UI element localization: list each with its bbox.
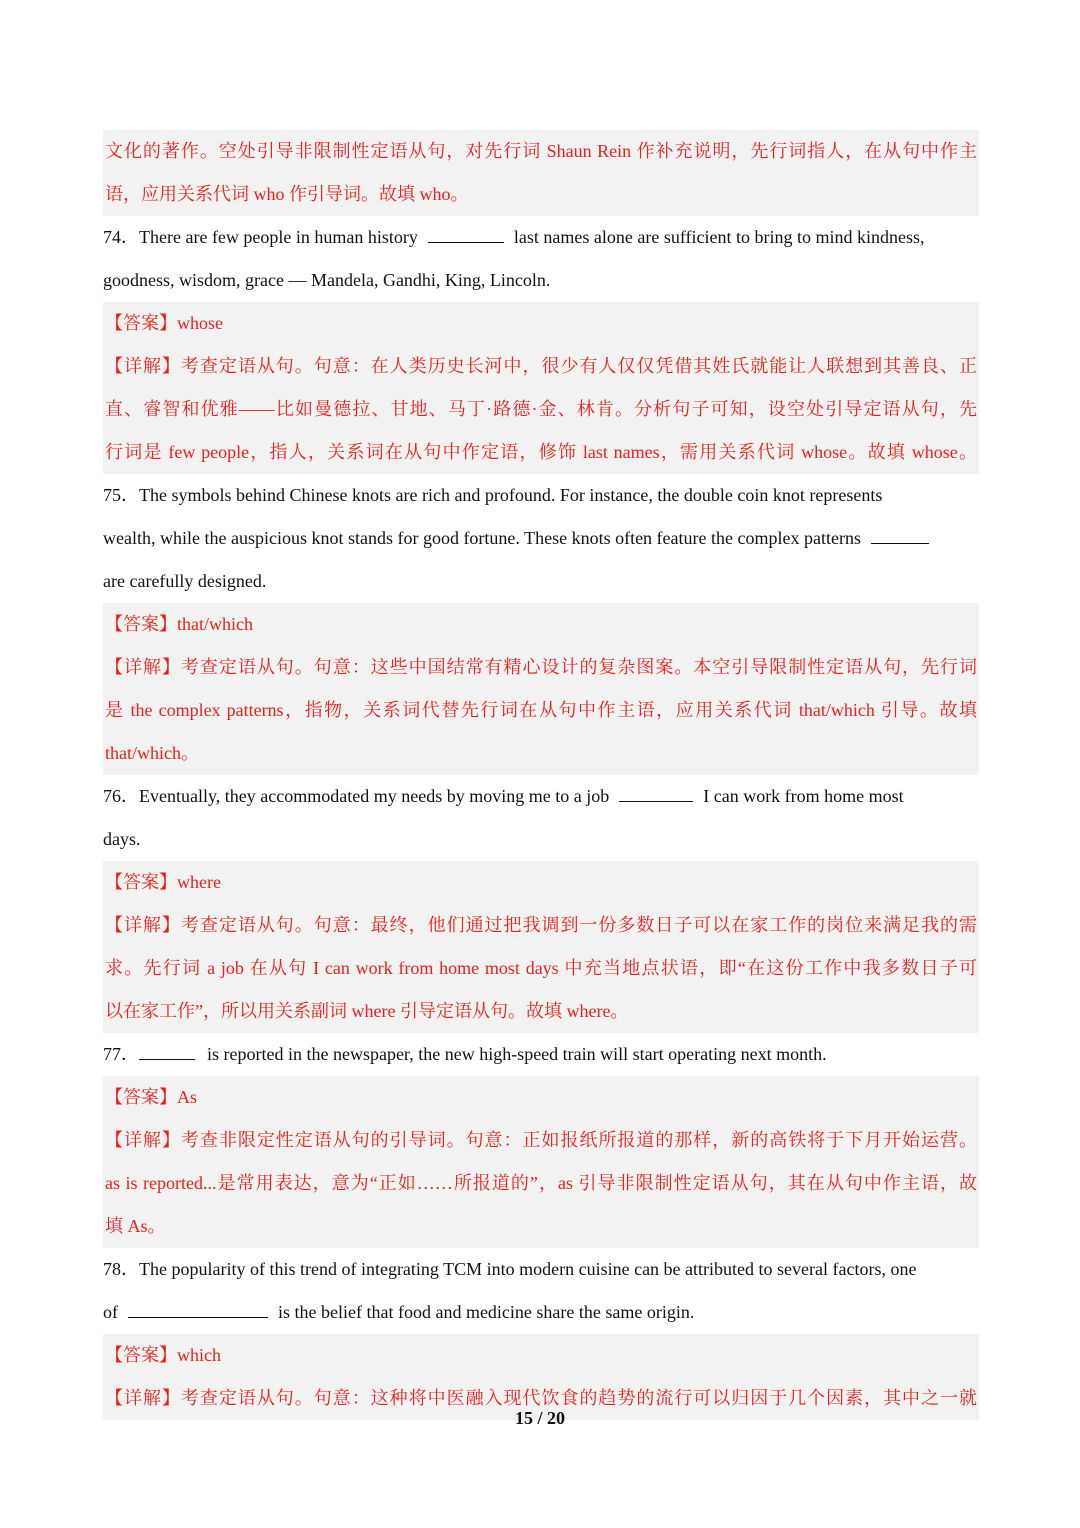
answer-blank bbox=[128, 1303, 268, 1318]
text-line bbox=[103, 1033, 979, 1076]
answer-blank bbox=[871, 529, 929, 544]
question-75 bbox=[103, 474, 979, 603]
question-text: I can work from home most bbox=[703, 786, 904, 806]
answer-77 bbox=[103, 1076, 979, 1248]
question-78 bbox=[103, 1248, 979, 1334]
explanation-line: 【详解】考查定语从句。句意：这种将中医融入现代饮食的趋势的流行可以归因于几个因素，其中之一就 bbox=[105, 1388, 977, 1408]
answer-blank bbox=[139, 1045, 195, 1060]
text-line: 78．The popularity of this trend of integrating TCM into modern cuisine can be attributed to several factors, one bbox=[103, 1259, 917, 1279]
question-text: is reported in the newspaper, the new high-speed train will start operating next month. bbox=[207, 1044, 827, 1064]
explanation-line: 【详解】考查定语从句。句意：在人类历史长河中，很少有人仅仅凭借其姓氏就能让人联想到其善良、正 bbox=[105, 356, 977, 376]
explanation-line: as is reported...是常用表达，意为“正如……所报道的”，as 引导非限制性定语从句，其在从句中作主语，故 bbox=[105, 1173, 977, 1193]
text-line: 语，应用关系代词 who 作引导词。故填 who。 bbox=[105, 184, 469, 204]
question-77 bbox=[103, 1033, 979, 1076]
answer-blank bbox=[619, 787, 693, 802]
question-text: 77． bbox=[103, 1044, 139, 1064]
text-line bbox=[103, 517, 979, 560]
answer-line: 【答案】whose bbox=[105, 313, 223, 333]
text-line bbox=[103, 1291, 979, 1334]
explanation-line: 【详解】考查定语从句。句意：最终，他们通过把我调到一份多数日子可以在家工作的岗位来满足我的需 bbox=[105, 915, 977, 935]
explanation-line: 填 As。 bbox=[105, 1216, 166, 1236]
answer-75 bbox=[103, 603, 979, 775]
page-content bbox=[103, 130, 979, 1420]
explanation-line: 求。先行词 a job 在从句 I can work from home most days 中充当地点状语，即“在这份工作中我多数日子可 bbox=[105, 958, 977, 978]
explanation-line: 【详解】考查定语从句。句意：这些中国结常有精心设计的复杂图案。本空引导限制性定语从句，先行词 bbox=[105, 657, 977, 677]
question-text: is the belief that food and medicine share the same origin. bbox=[278, 1302, 695, 1322]
explanation-line: 以在家工作”，所以用关系副词 where 引导定语从句。故填 where。 bbox=[105, 1001, 629, 1021]
text-line: goodness, wisdom, grace — Mandela, Gandhi, King, Lincoln. bbox=[103, 270, 551, 290]
explanation-line: 是 the complex patterns，指物，关系词代替先行词在从句中作主语，应用关系代词 that/which 引导。故填 bbox=[105, 700, 977, 720]
text-line: 75．The symbols behind Chinese knots are rich and profound. For instance, the double coin knot represents bbox=[103, 485, 883, 505]
explanation-line: that/which。 bbox=[105, 743, 199, 763]
text-line: 文化的著作。空处引导非限制性定语从句，对先行词 Shaun Rein 作补充说明，先行词指人，在从句中作主 bbox=[105, 141, 977, 161]
answer-76 bbox=[103, 861, 979, 1033]
question-text: last names alone are sufficient to bring to mind kindness, bbox=[513, 227, 925, 247]
question-74 bbox=[103, 216, 979, 302]
explanation-line: 【详解】考查非限定性定语从句的引导词。句意：正如报纸所报道的那样，新的高铁将于下月开始运营。 bbox=[105, 1130, 977, 1150]
question-text: wealth, while the auspicious knot stands for good fortune. These knots often feature the complex patterns bbox=[103, 528, 861, 548]
answer-line: 【答案】where bbox=[105, 872, 221, 892]
explanation-line: 直、睿智和优雅——比如曼德拉、甘地、马丁·路德·金、林肯。分析句子可知，设空处引导定语从句，先 bbox=[105, 399, 977, 419]
question-text: of bbox=[103, 1302, 118, 1322]
text-line: days. bbox=[103, 829, 141, 849]
question-text: 74．There are few people in human history bbox=[103, 227, 418, 247]
explanation-line: 行词是 few people，指人，关系词在从句中作定语，修饰 last names，需用关系代词 whose。故填 whose。 bbox=[105, 442, 977, 462]
answer-line: 【答案】that/which bbox=[105, 614, 253, 634]
answer-line: 【答案】which bbox=[105, 1345, 221, 1365]
answer-74 bbox=[103, 302, 979, 474]
text-line: are carefully designed. bbox=[103, 571, 267, 591]
explanation-73-continued bbox=[103, 130, 979, 216]
question-text: 76．Eventually, they accommodated my needs by moving me to a job bbox=[103, 786, 610, 806]
answer-line: 【答案】As bbox=[105, 1087, 198, 1107]
page-number: 15 / 20 bbox=[514, 1408, 565, 1428]
question-76 bbox=[103, 775, 979, 861]
answer-blank bbox=[428, 228, 504, 243]
text-line bbox=[103, 216, 979, 259]
text-line bbox=[103, 775, 979, 818]
